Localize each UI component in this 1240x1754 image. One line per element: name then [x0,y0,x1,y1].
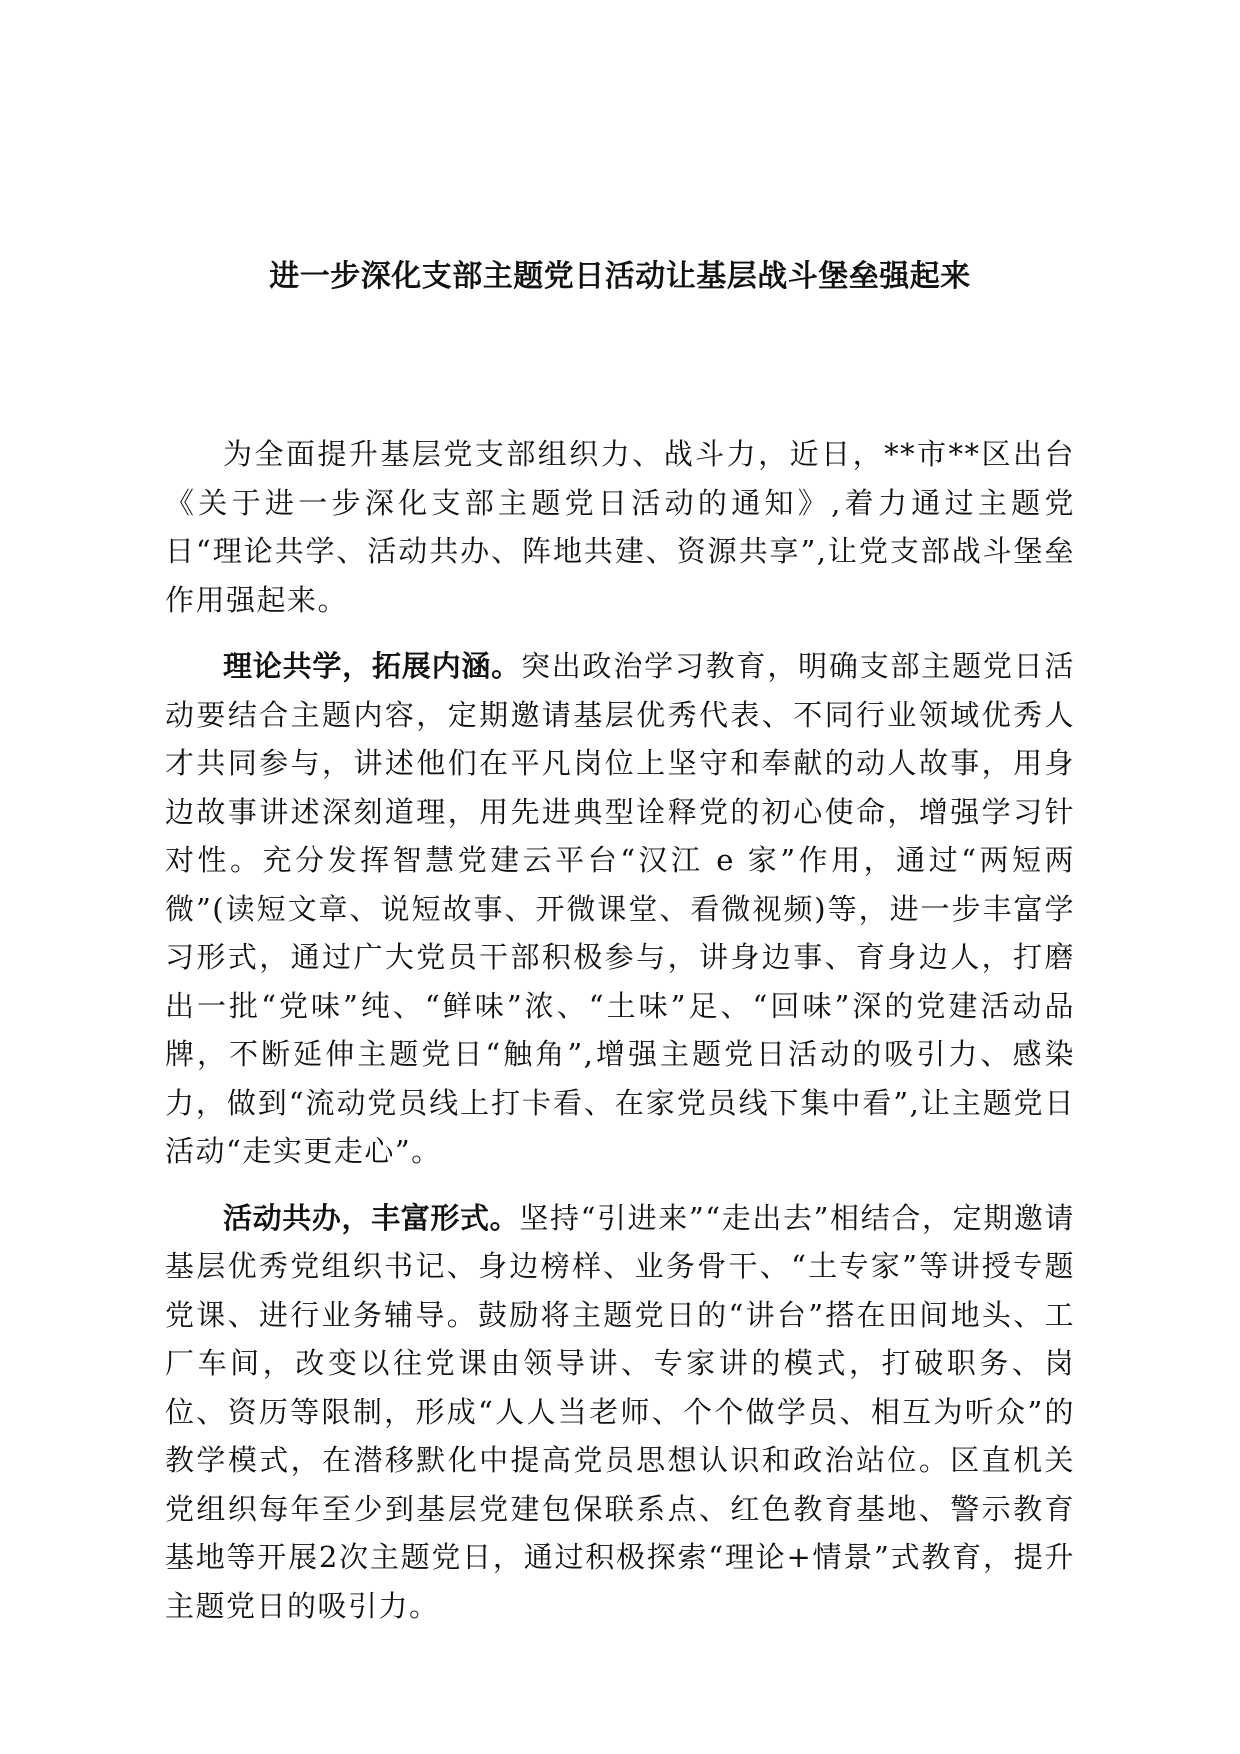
paragraph-text: 突出政治学习教育，明确支部主题党日活动要结合主题内容，定期邀请基层优秀代表、不同行业领域优秀人才共同参与，讲述他们在平凡岗位上坚守和奉献的动人故事，用身边故事讲述深刻道理，用先进典型诠释党的初心使命，增强学习针对性。充分发挥智慧党建云平台“汉江 e 家”作用，通过“两短两微”(读短文章、说短故事、开微课堂、看微视频)等，进一步丰富学习形式，通过广大党员干部积极参与，讲身边事、育身边人，打磨出一批“党味”纯、“鲜味”浓、“土味”足、“回味”深的党建活动品牌，不断延伸主题党日“触角”,增强主题党日活动的吸引力、感染力，做到“流动党员线上打卡看、在家党员线下集中看”,让主题党日活动“走实更走心”。 [165,649,1075,1168]
paragraph-intro [165,430,1075,624]
paragraph-theory-study [165,642,1075,1176]
document-body [165,430,1075,1648]
paragraph-joint-activities [165,1194,1075,1631]
paragraph-text: 坚持“引进来”“走出去”相结合，定期邀请基层优秀党组织书记、身边榜样、业务骨干、“土专家”等讲授专题党课、进行业务辅导。鼓励将主题党日的“讲台”搭在田间地头、工厂车间，改变以往党课由领导讲、专家讲的模式，打破职务、岗位、资历等限制，形成“人人当老师、个个做学员、相互为听众”的教学模式，在潜移默化中提高党员思想认识和政治站位。区直机关党组织每年至少到基层党建包保联系点、红色教育基地、警示教育基地等开展2次主题党日，通过积极探索“理论+情景”式教育，提升主题党日的吸引力。 [165,1200,1075,1623]
document-title: 进一步深化支部主题党日活动让基层战斗堡垒强起来 [269,259,971,294]
paragraph-text: 为全面提升基层党支部组织力、战斗力，近日，**市**区出台《关于进一步深化支部主题党日活动的通知》,着力通过主题党日“理论共学、活动共办、阵地共建、资源共享”,让党支部战斗堡垒作用强起来。 [165,437,1075,617]
paragraph-lead: 活动共办，丰富形式。 [223,1200,520,1235]
paragraph-lead: 理论共学，拓展内涵。 [223,649,521,683]
